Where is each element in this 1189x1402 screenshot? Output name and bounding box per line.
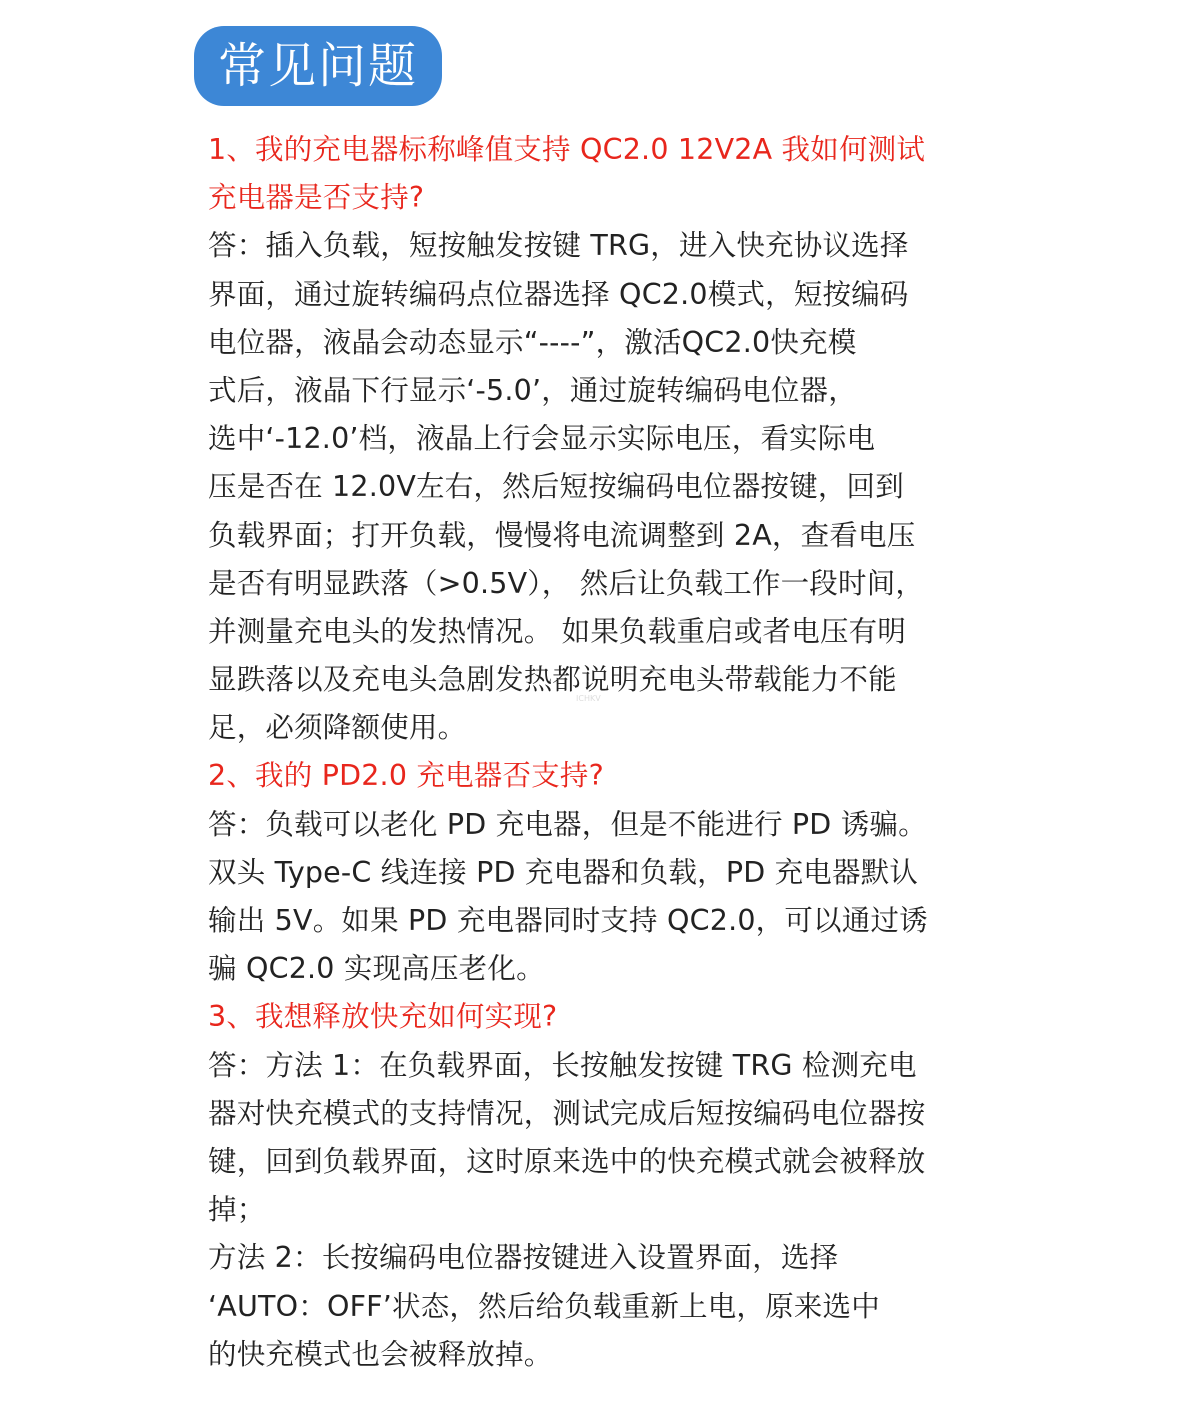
faq-answer-line: 方法 2：长按编码电位器按键进入设置界面，选择 bbox=[208, 1241, 839, 1275]
faq-answer-line: 并测量充电头的发热情况。 如果负载重启或者电压有明 bbox=[208, 614, 907, 648]
faq-question-line: 1、我的充电器标称峰值支持 QC2.0 12V2A 我如何测试 bbox=[208, 133, 926, 166]
faq-answer-line: 负载界面；打开负载，慢慢将电流调整到 2A，查看电压 bbox=[208, 518, 916, 552]
faq-answer-line: 显跌落以及充电头急剧发热都说明充电头带载能力不能 bbox=[208, 663, 897, 697]
faq-answer-line: 选中‘-12.0’档，液晶上行会显示实际电压，看实际电 bbox=[208, 422, 876, 456]
faq-answer-line: 式后，液晶下行显示‘-5.0’，通过旋转编码电位器， bbox=[208, 373, 857, 407]
faq-question-line: 2、我的 PD2.0 充电器否支持? bbox=[208, 759, 604, 793]
faq-answer-line: 的快充模式也会被释放掉。 bbox=[208, 1337, 553, 1371]
faq-answer-line: 电位器，液晶会动态显示“----”，激活QC2.0快充模 bbox=[208, 325, 857, 359]
page-title: 常见问题 bbox=[217, 38, 418, 94]
faq-answer-line: ‘AUTO：OFF’状态，然后给负载重新上电，原来选中 bbox=[208, 1289, 880, 1323]
faq-answer-line: 答：方法 1：在负载界面，长按触发按键 TRG 检测充电 bbox=[208, 1048, 917, 1082]
faq-answer-line: 压是否在 12.0V左右，然后短按编码电位器按键，回到 bbox=[208, 470, 904, 504]
faq-answer-line: 骗 QC2.0 实现高压老化。 bbox=[208, 952, 545, 986]
faq-answer-line: 器对快充模式的支持情况，测试完成后短按编码电位器按 bbox=[208, 1096, 926, 1130]
faq-answer-line: 掉； bbox=[208, 1193, 266, 1227]
faq-question-line: 3、我想释放快充如何实现? bbox=[208, 1000, 558, 1034]
faq-answer-line: 足，必须降额使用。 bbox=[208, 711, 467, 745]
faq-item-3 bbox=[208, 993, 938, 1379]
faq-answer-line: 双头 Type-C 线连接 PD 充电器和负载，PD 充电器默认 bbox=[208, 855, 919, 889]
faq-content bbox=[208, 126, 938, 1379]
faq-item-1 bbox=[208, 126, 938, 752]
faq-answer-line: 键，回到负载界面，这时原来选中的快充模式就会被释放 bbox=[208, 1144, 926, 1178]
faq-question-line: 充电器是否支持? bbox=[208, 181, 425, 215]
faq-answer-line: 输出 5V。如果 PD 充电器同时支持 QC2.0，可以通过诱 bbox=[208, 904, 928, 937]
faq-answer-line: 界面，通过旋转编码点位器选择 QC2.0模式，短按编码 bbox=[208, 277, 909, 311]
page-title-badge bbox=[194, 26, 442, 106]
faq-item-2 bbox=[208, 752, 938, 993]
faq-answer-line: 答：插入负载，短按触发按键 TRG，进入快充协议选择 bbox=[208, 229, 909, 263]
faq-answer-line: 答：负载可以老化 PD 充电器，但是不能进行 PD 诱骗。 bbox=[208, 807, 927, 841]
faq-answer-line: 是否有明显跌落（>0.5V）， 然后让负载工作一段时间， bbox=[208, 566, 925, 600]
watermark: ICHKV bbox=[576, 694, 601, 703]
